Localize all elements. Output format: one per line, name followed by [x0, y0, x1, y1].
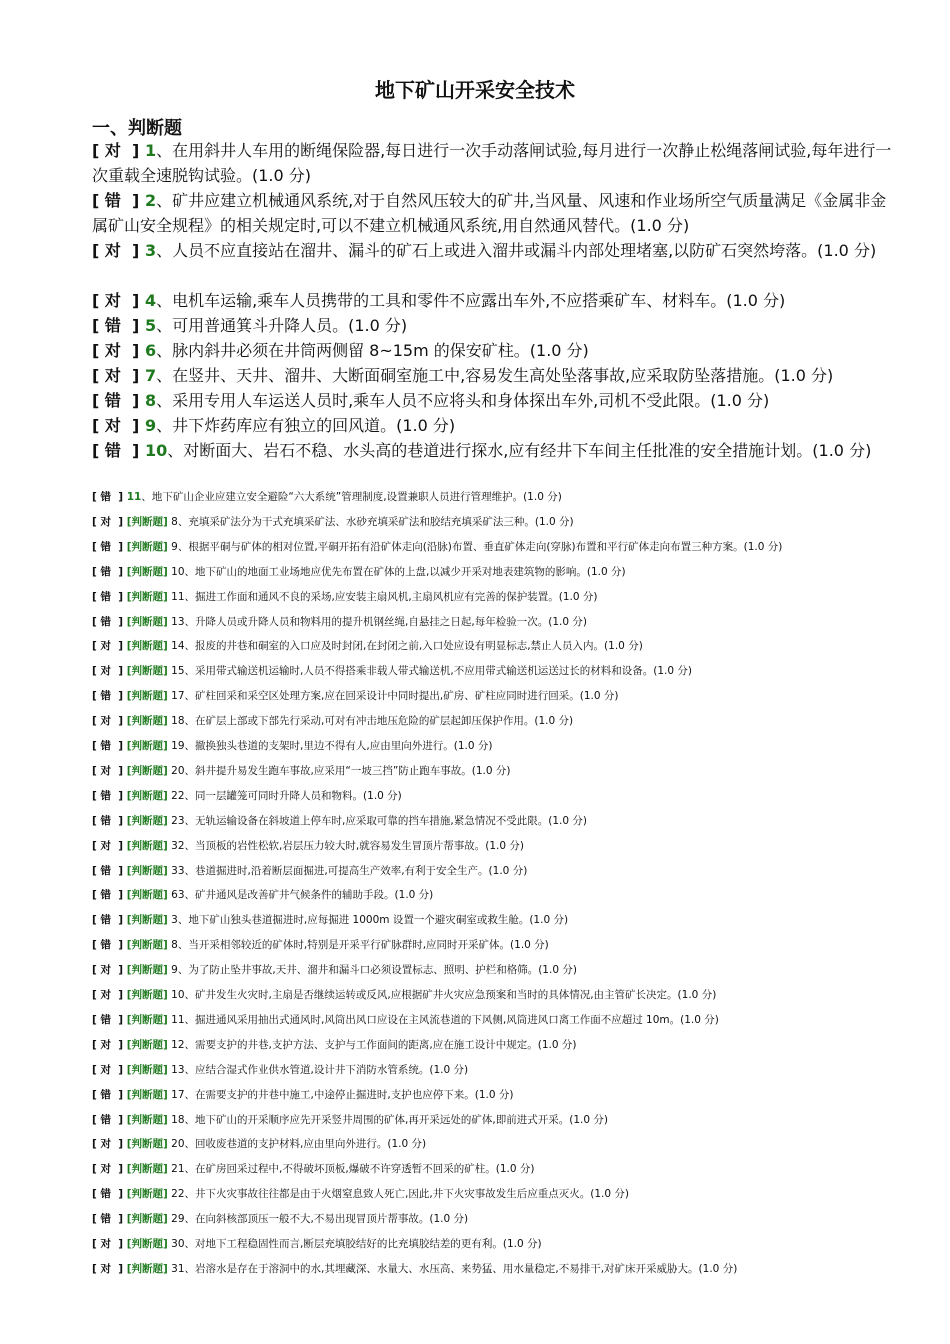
answer-mark: 对 [100, 516, 111, 528]
question-number: 11 [167, 591, 185, 603]
answer-bracket: [ [92, 815, 101, 827]
answer-mark: 错 [100, 914, 111, 926]
question-type-tag: [判断题] [126, 740, 168, 752]
question-item [92, 1063, 912, 1077]
answer-bracket: [ [92, 865, 101, 877]
answer-bracket: [ [92, 840, 101, 852]
answer-bracket: [ [92, 566, 101, 578]
question-number: 21 [167, 1163, 185, 1175]
question-item [92, 988, 912, 1002]
question-number: 12 [167, 1039, 185, 1051]
answer-bracket: [ [92, 366, 105, 385]
answer-bracket: [ [92, 416, 105, 435]
answer-mark: 对 [100, 1064, 111, 1076]
answer-bracket: [ [92, 141, 105, 160]
question-text: 、矿井通风是改善矿井气候条件的辅助手段。(1.0 分) [184, 889, 434, 901]
answer-bracket: ] [120, 416, 145, 435]
answer-bracket: [ [92, 341, 105, 360]
question-type-tag: [判断题] [126, 1014, 168, 1026]
answer-mark: 对 [104, 416, 121, 435]
question-item [92, 739, 912, 753]
question-number: 6 [144, 341, 157, 360]
question-item [92, 313, 892, 338]
answer-bracket: [ [92, 790, 101, 802]
question-number: 10 [167, 989, 185, 1001]
question-text: 、充填采矿法分为干式充填采矿法、水砂充填采矿法和胶结充填采矿法三种。(1.0 分) [177, 516, 574, 528]
question-text: 、掘进通风采用抽出式通风时,风筒出风口应设在主风流巷道的下风侧,风筒进风口离工作面不应超过 10m。(1.0 分) [184, 1014, 719, 1026]
question-item [92, 565, 912, 579]
question-type-tag: [判断题] [126, 964, 168, 976]
question-item [92, 764, 912, 778]
question-item [92, 590, 912, 604]
answer-mark: 错 [100, 939, 111, 951]
question-item [92, 388, 892, 413]
answer-bracket: ] [110, 889, 127, 901]
question-text: 、升降人员或升降人员和物料用的提升机钢丝绳,自悬挂之日起,每年检验一次。(1.0 分) [184, 616, 587, 628]
answer-mark: 错 [104, 191, 121, 210]
question-item [92, 789, 912, 803]
answer-bracket: ] [110, 640, 127, 652]
question-text: 、井下炸药库应有独立的回风道。(1.0 分) [156, 416, 456, 435]
question-number: 11 [126, 491, 142, 503]
answer-bracket: [ [92, 889, 101, 901]
answer-bracket: ] [110, 516, 127, 528]
answer-bracket: [ [92, 1238, 101, 1250]
question-number: 22 [167, 1188, 185, 1200]
question-number: 19 [167, 740, 185, 752]
question-type-tag: [判断题] [126, 1188, 168, 1200]
question-number: 9 [167, 541, 178, 553]
question-text: 、可用普通箕斗升降人员。(1.0 分) [156, 316, 408, 335]
question-text: 、矿井发生火灾时,主扇是否继续运转或反风,应根据矿井火灾应急预案和当时的具体情况,由主管矿长决定。(1.0 分) [184, 989, 717, 1001]
answer-mark: 对 [104, 291, 121, 310]
answer-bracket: [ [92, 640, 101, 652]
question-number: 18 [167, 715, 185, 727]
answer-mark: 对 [100, 715, 111, 727]
answer-bracket: [ [92, 1213, 101, 1225]
question-text: 、对地下工程稳固性而言,断层充填胶结好的比充填胶结差的更有利。(1.0 分) [184, 1238, 542, 1250]
answer-mark: 对 [100, 840, 111, 852]
question-item [92, 238, 892, 263]
answer-bracket: ] [110, 541, 127, 553]
answer-bracket: [ [92, 1114, 101, 1126]
question-text: 、岩溶水是存在于溶洞中的水,其埋藏深、水量大、水压高、来势猛、用水量稳定,不易排干,对矿床开采威胁大。(1.0 分) [184, 1263, 738, 1275]
answer-mark: 对 [104, 341, 121, 360]
question-number: 9 [167, 964, 178, 976]
question-number: 23 [167, 815, 185, 827]
question-type-tag: [判断题] [126, 865, 168, 877]
answer-mark: 错 [104, 391, 121, 410]
question-number: 4 [144, 291, 157, 310]
question-item [92, 1237, 912, 1251]
question-number: 29 [167, 1213, 185, 1225]
question-type-tag: [判断题] [126, 939, 168, 951]
answer-bracket: [ [92, 1089, 101, 1101]
answer-mark: 错 [100, 591, 111, 603]
answer-mark: 对 [100, 1238, 111, 1250]
question-item [92, 540, 912, 554]
answer-bracket: ] [110, 591, 127, 603]
answer-bracket: [ [92, 740, 101, 752]
question-type-tag: [判断题] [126, 1213, 168, 1225]
question-text: 、在竖井、天井、溜井、大断面硐室施工中,容易发生高处坠落事故,应采取防坠落措施。(1.0 分) [156, 366, 834, 385]
answer-mark: 错 [104, 316, 121, 335]
answer-bracket: ] [110, 740, 127, 752]
question-text: 、井下火灾事故往往都是由于火烟窒息致人死亡,因此,井下火灾事故发生后应重点灭火。(1.0 分) [184, 1188, 629, 1200]
question-text: 、脉内斜井必须在井筒两侧留 8~15m 的保安矿柱。(1.0 分) [156, 341, 589, 360]
question-item [92, 188, 892, 238]
answer-bracket: ] [110, 566, 127, 578]
question-text: 、无轨运输设备在斜坡道上停车时,应采取可靠的挡车措施,紧急情况不受此限。(1.0 分) [184, 815, 587, 827]
answer-bracket: ] [120, 141, 145, 160]
question-text: 、撤换独头巷道的支架时,里边不得有人,应由里向外进行。(1.0 分) [184, 740, 493, 752]
question-item [92, 338, 892, 363]
question-text: 、矿柱回采和采空区处理方案,应在回采设计中同时提出,矿房、矿柱应同时进行回采。(1.0 分) [184, 690, 619, 702]
answer-bracket: [ [92, 690, 101, 702]
question-item [92, 1137, 912, 1151]
question-item [92, 714, 912, 728]
answer-bracket: ] [110, 1064, 127, 1076]
question-text: 、采用带式输送机运输时,人员不得搭乘非载人带式输送机,不应用带式输送机运送过长的材料和设备。(1.0 分) [184, 665, 692, 677]
answer-bracket: [ [92, 1064, 101, 1076]
question-number: 10 [144, 441, 168, 460]
answer-bracket: ] [110, 1089, 127, 1101]
question-type-tag: [判断题] [126, 889, 168, 901]
question-item [92, 1187, 912, 1201]
question-item [92, 1262, 912, 1276]
answer-bracket: ] [110, 939, 127, 951]
answer-mark: 错 [100, 616, 111, 628]
question-number: 20 [167, 765, 185, 777]
answer-mark: 错 [100, 1089, 111, 1101]
question-text: 、地下矿山独头巷道掘进时,应每掘进 1000m 设置一个避灾硐室或救生舱。(1.0 分) [177, 914, 569, 926]
question-type-tag: [判断题] [126, 516, 168, 528]
question-number: 13 [167, 616, 185, 628]
answer-bracket: [ [92, 1163, 101, 1175]
answer-bracket: [ [92, 1014, 101, 1026]
question-number: 18 [167, 1114, 185, 1126]
answer-bracket: ] [110, 491, 127, 503]
answer-bracket: [ [92, 291, 105, 310]
answer-bracket: ] [120, 316, 145, 335]
answer-bracket: ] [110, 1138, 127, 1150]
question-type-tag: [判断题] [126, 840, 168, 852]
answer-bracket: ] [110, 964, 127, 976]
answer-mark: 对 [100, 964, 111, 976]
question-type-tag: [判断题] [126, 914, 168, 926]
answer-mark: 错 [100, 790, 111, 802]
answer-mark: 错 [100, 889, 111, 901]
question-item [92, 515, 912, 529]
answer-bracket: ] [120, 341, 145, 360]
answer-bracket: [ [92, 1263, 101, 1275]
question-number: 22 [167, 790, 185, 802]
question-number: 10 [167, 566, 185, 578]
answer-mark: 对 [100, 989, 111, 1001]
question-type-tag: [判断题] [126, 566, 168, 578]
question-item [92, 864, 912, 878]
answer-bracket: [ [92, 191, 105, 210]
question-text: 、电机车运输,乘车人员携带的工具和零件不应露出车外,不应搭乘矿车、材料车。(1.0 分) [156, 291, 786, 310]
answer-bracket: [ [92, 491, 101, 503]
section-heading: 一、判断题 [92, 118, 182, 139]
answer-mark: 错 [100, 1014, 111, 1026]
answer-bracket: ] [120, 191, 145, 210]
question-number: 8 [167, 516, 178, 528]
question-text: 、地下矿山企业应建立安全避险“六大系统”管理制度,设置兼职人员进行管理维护。(1.0 分) [141, 491, 562, 503]
question-text: 、在矿层上部或下部先行采动,可对有冲击地压危险的矿层起卸压保护作用。(1.0 分) [184, 715, 574, 727]
question-type-tag: [判断题] [126, 1089, 168, 1101]
answer-bracket: [ [92, 541, 101, 553]
question-text: 、斜井提升易发生跑车事故,应采用“一坡三挡”防止跑车事故。(1.0 分) [184, 765, 511, 777]
answer-mark: 对 [100, 1163, 111, 1175]
answer-bracket: [ [92, 765, 101, 777]
answer-bracket: ] [110, 1188, 127, 1200]
answer-mark: 对 [100, 765, 111, 777]
page-title: 地下矿山开采安全技术 [375, 78, 575, 102]
answer-bracket: [ [92, 1138, 101, 1150]
answer-mark: 对 [100, 1039, 111, 1051]
answer-bracket: [ [92, 241, 105, 260]
question-number: 15 [167, 665, 185, 677]
question-item [92, 1212, 912, 1226]
answer-bracket: ] [110, 1014, 127, 1026]
question-item [92, 438, 892, 463]
question-text: 、对断面大、岩石不稳、水头高的巷道进行探水,应有经井下车间主任批准的安全措施计划。(1.0 分) [167, 441, 872, 460]
question-text: 、为了防止坠井事故,天井、溜井和漏斗口必须设置标志、照明、护栏和格筛。(1.0 分) [177, 964, 577, 976]
question-number: 11 [167, 1014, 185, 1026]
question-number: 30 [167, 1238, 185, 1250]
answer-bracket: [ [92, 1188, 101, 1200]
question-item [92, 363, 892, 388]
question-type-tag: [判断题] [126, 1039, 168, 1051]
question-text: 、人员不应直接站在溜井、漏斗的矿石上或进入溜井或漏斗内部处理堵塞,以防矿石突然垮落。(1.0 分) [156, 241, 877, 260]
answer-mark: 错 [100, 865, 111, 877]
answer-bracket: ] [120, 241, 145, 260]
question-type-tag: [判断题] [126, 1138, 168, 1150]
question-number: 14 [167, 640, 185, 652]
answer-bracket: [ [92, 1039, 101, 1051]
answer-mark: 错 [100, 740, 111, 752]
question-item [92, 413, 892, 438]
question-item [92, 288, 892, 313]
question-text: 、回收废巷道的支护材料,应由里向外进行。(1.0 分) [184, 1138, 427, 1150]
answer-bracket: [ [92, 516, 101, 528]
answer-bracket: ] [120, 391, 145, 410]
answer-bracket: ] [110, 840, 127, 852]
question-text: 、矿井应建立机械通风系统,对于自然风压较大的矿井,当风量、风速和作业场所空气质量满足《金属非金属矿山安全规程》的相关规定时,可以不建立机械通风系统,用自然通风替代。(1.0 分) [92, 191, 887, 235]
question-type-tag: [判断题] [126, 665, 168, 677]
answer-mark: 错 [100, 815, 111, 827]
answer-bracket: ] [110, 1039, 127, 1051]
question-type-tag: [判断题] [126, 1163, 168, 1175]
answer-bracket: [ [92, 989, 101, 1001]
question-item [92, 938, 912, 952]
question-text: 、需要支护的井巷,支护方法、支护与工作面间的距离,应在施工设计中规定。(1.0 分) [184, 1039, 577, 1051]
answer-bracket: ] [110, 665, 127, 677]
answer-bracket: ] [110, 815, 127, 827]
answer-bracket: [ [92, 914, 101, 926]
question-item [92, 1013, 912, 1027]
question-number: 8 [167, 939, 178, 951]
question-number: 17 [167, 690, 185, 702]
question-type-tag: [判断题] [126, 640, 168, 652]
question-number: 7 [144, 366, 157, 385]
question-text: 、在向斜核部顶压一般不大,不易出现冒顶片帮事故。(1.0 分) [184, 1213, 469, 1225]
answer-mark: 对 [100, 640, 111, 652]
question-item [92, 913, 912, 927]
answer-mark: 对 [104, 241, 121, 260]
question-text: 、采用专用人车运送人员时,乘车人员不应将头和身体探出车外,司机不受此限。(1.0 分) [156, 391, 770, 410]
answer-mark: 对 [104, 141, 121, 160]
question-type-tag: [判断题] [126, 690, 168, 702]
answer-mark: 错 [100, 1213, 111, 1225]
question-number: 3 [144, 241, 157, 260]
question-item [92, 888, 912, 902]
answer-bracket: ] [110, 616, 127, 628]
question-text: 、当顶板的岩性松软,岩层压力较大时,就容易发生冒顶片帮事故。(1.0 分) [184, 840, 524, 852]
question-item [92, 1088, 912, 1102]
question-text: 、在矿房回采过程中,不得破坏顶板,爆破不许穿透暂不回采的矿柱。(1.0 分) [184, 1163, 535, 1175]
question-type-tag: [判断题] [126, 715, 168, 727]
question-item [92, 839, 912, 853]
question-text: 、掘进工作面和通风不良的采场,应安装主扇风机,主扇风机应有完善的保护装置。(1.0 分) [184, 591, 598, 603]
answer-bracket: ] [110, 715, 127, 727]
question-number: 5 [144, 316, 157, 335]
answer-bracket: ] [110, 790, 127, 802]
question-text: 、地下矿山的开采顺序应先开采竖井周围的矿体,再开采远处的矿体,即前进式开采。(1.0 分) [184, 1114, 608, 1126]
answer-mark: 对 [100, 665, 111, 677]
question-type-tag: [判断题] [126, 1263, 168, 1275]
answer-mark: 错 [100, 566, 111, 578]
question-item [92, 963, 912, 977]
answer-mark: 错 [100, 1188, 111, 1200]
question-item [92, 689, 912, 703]
question-text: 、在需要支护的井巷中施工,中途停止掘进时,支护也应停下来。(1.0 分) [184, 1089, 514, 1101]
question-type-tag: [判断题] [126, 616, 168, 628]
question-text: 、报废的井巷和硐室的入口应及时封闭,在封闭之前,入口处应设有明显标志,禁止人员入内。(1.0 分) [184, 640, 643, 652]
answer-mark: 对 [100, 1263, 111, 1275]
answer-bracket: ] [110, 914, 127, 926]
answer-bracket: ] [110, 765, 127, 777]
question-number: 1 [144, 141, 157, 160]
question-item [92, 664, 912, 678]
answer-mark: 错 [104, 441, 121, 460]
question-type-tag: [判断题] [126, 1064, 168, 1076]
answer-bracket: [ [92, 939, 101, 951]
question-type-tag: [判断题] [126, 1238, 168, 1250]
answer-mark: 错 [100, 690, 111, 702]
answer-bracket: ] [120, 291, 145, 310]
question-number: 33 [167, 865, 185, 877]
answer-bracket: ] [110, 1263, 127, 1275]
answer-bracket: ] [110, 1213, 127, 1225]
question-type-tag: [判断题] [126, 765, 168, 777]
answer-bracket: [ [92, 964, 101, 976]
question-text: 、根据平硐与矿体的相对位置,平硐开拓有沿矿体走向(沿脉)布置、垂直矿体走向(穿脉)布置和平行矿体走向布置三种方案。(1.0 分) [177, 541, 783, 553]
answer-bracket: [ [92, 665, 101, 677]
answer-bracket: ] [110, 865, 127, 877]
question-number: 13 [167, 1064, 185, 1076]
question-number: 2 [144, 191, 157, 210]
question-item [92, 639, 912, 653]
question-item [92, 490, 912, 504]
answer-mark: 错 [100, 1114, 111, 1126]
answer-bracket: [ [92, 715, 101, 727]
question-text: 、同一层罐笼可同时升降人员和物料。(1.0 分) [184, 790, 402, 802]
answer-bracket: [ [92, 591, 101, 603]
question-item [92, 1162, 912, 1176]
question-text: 、当开采相邻较近的矿体时,特别是开采平行矿脉群时,应同时开采矿体。(1.0 分) [177, 939, 549, 951]
question-type-tag: [判断题] [126, 541, 168, 553]
question-text: 、在用斜井人车用的断绳保险器,每日进行一次手动落闸试验,每月进行一次静止松绳落闸试验,每年进行一次重载全速脱钩试验。(1.0 分) [92, 141, 892, 185]
question-number: 9 [144, 416, 157, 435]
question-number: 3 [167, 914, 178, 926]
answer-bracket: [ [92, 441, 105, 460]
question-type-tag: [判断题] [126, 815, 168, 827]
question-item [92, 1038, 912, 1052]
question-number: 20 [167, 1138, 185, 1150]
answer-bracket: [ [92, 316, 105, 335]
answer-mark: 对 [104, 366, 121, 385]
question-number: 32 [167, 840, 185, 852]
question-text: 、巷道掘进时,沿着断层面掘进,可提高生产效率,有利于安全生产。(1.0 分) [184, 865, 528, 877]
question-number: 63 [167, 889, 185, 901]
answer-bracket: ] [110, 1114, 127, 1126]
question-item [92, 138, 892, 188]
question-type-tag: [判断题] [126, 989, 168, 1001]
question-number: 17 [167, 1089, 185, 1101]
answer-bracket: ] [110, 690, 127, 702]
question-number: 8 [144, 391, 157, 410]
question-item [92, 814, 912, 828]
question-item [92, 1113, 912, 1127]
answer-mark: 对 [100, 1138, 111, 1150]
question-number: 31 [167, 1263, 185, 1275]
question-type-tag: [判断题] [126, 790, 168, 802]
question-item [92, 615, 912, 629]
answer-bracket: ] [110, 1238, 127, 1250]
question-type-tag: [判断题] [126, 591, 168, 603]
answer-bracket: ] [110, 989, 127, 1001]
answer-bracket: ] [120, 366, 145, 385]
answer-bracket: ] [120, 441, 145, 460]
answer-mark: 错 [100, 491, 111, 503]
answer-bracket: ] [110, 1163, 127, 1175]
question-type-tag: [判断题] [126, 1114, 168, 1126]
answer-bracket: [ [92, 391, 105, 410]
answer-bracket: [ [92, 616, 101, 628]
question-text: 、地下矿山的地面工业场地应优先布置在矿体的上盘,以减少开采对地表建筑物的影响。(1.0 分) [184, 566, 626, 578]
question-text: 、应结合湿式作业供水管道,设计井下消防水管系统。(1.0 分) [184, 1064, 469, 1076]
answer-mark: 错 [100, 541, 111, 553]
